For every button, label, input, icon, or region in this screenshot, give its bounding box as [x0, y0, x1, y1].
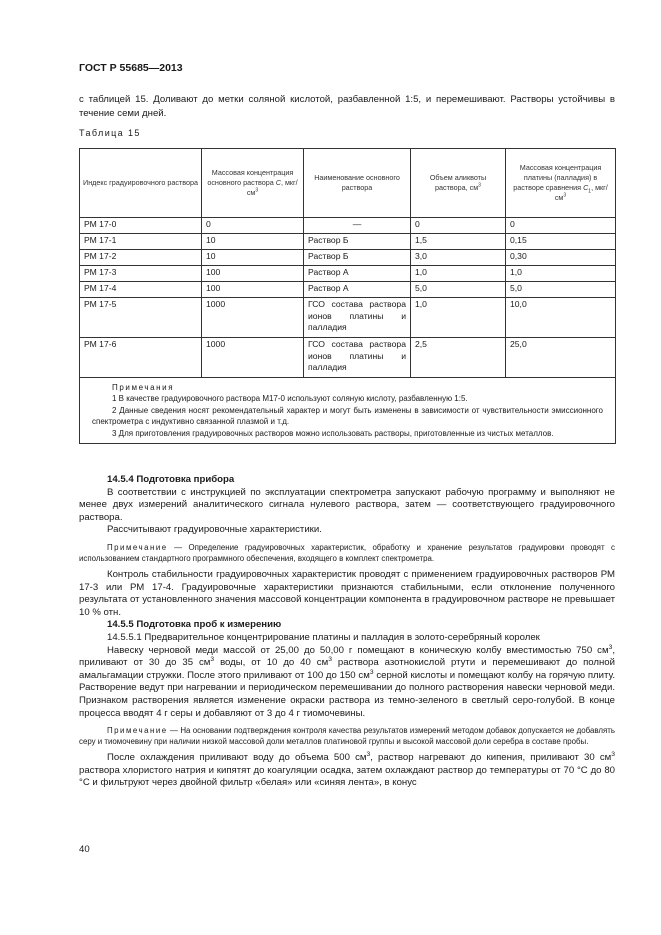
table-note: 3 Для приготовления градуировочных растворов можно использовать растворы, приготовленные из чистых металлов.	[112, 428, 554, 438]
note-label: Примечание	[107, 542, 168, 552]
note-label: Примечание	[107, 726, 168, 736]
paragraph: 14.5.5.1 Предварительное концентрирование платины и палладия в золото-серебряный королек	[107, 631, 540, 643]
table-notes-row	[80, 378, 616, 444]
section-heading-14-5-4: 14.5.4 Подготовка прибора	[107, 474, 235, 485]
document-header: ГОСТ Р 55685—2013	[79, 62, 183, 74]
table-row	[80, 282, 616, 298]
paragraph: После охлаждения приливают воду до объема 500 $см^3$, раствор нагревают до кипения, приливают 30 $см^3$ раствора хлористого натрия и кипятят до коагуляции осадка, затем охлаждают раствор до температуры от 70 °С до 80 °С и фильтруют через двойной фильтр «белая» или «синяя лента», в конус	[79, 750, 615, 789]
cell-reference: 5,0	[506, 282, 616, 298]
cell-reference: 25,0	[506, 338, 616, 378]
cell-index: РМ 17-2	[80, 250, 202, 266]
cell-solution-name: ГСО состава раствора ионов платины и палладия	[304, 338, 411, 378]
cell-index: РМ 17-0	[80, 218, 202, 234]
cell-index: РМ 17-6	[80, 338, 202, 378]
section-heading-14-5-5: 14.5.5 Подготовка проб к измерению	[107, 619, 282, 631]
page-number: 40	[79, 844, 90, 855]
header-aliquot: Объем аликвоты раствора, $см^3$	[411, 149, 506, 218]
header-index: Индекс градуировочного раствора	[80, 149, 202, 218]
calibration-table	[79, 148, 615, 444]
paragraph: Навеску черновой меди массой от 25,00 до 50,00 г помещают в коническую колбу вместимостью 750 $см^3$, приливают от 30 до 35 $см^3$ воды, от 10 до 40 $см^3$ раствора азотнокислой ртути и перемешивают до полной амальгамации стружки. После этого приливают от 100 до 150 $см^3$ серной кислоты и помещают колбу на горячую плиту. Растворение ведут при нагревании и периодическом перемешивании до полного растворения навески черновой меди. Признаком растворения является изменение окраски раствора из темно-зеленого в светлый серо-голубой. В конце процесса вводят 4 г серы и добавляют от 3 до 4 г тиомочевины.	[79, 643, 615, 719]
cell-reference: 0,30	[506, 250, 616, 266]
table-row	[80, 250, 616, 266]
table-row	[80, 234, 616, 250]
main-text	[79, 474, 615, 790]
cell-aliquot: 1,0	[411, 298, 506, 338]
note-paragraph: Примечание — Определение градуировочных характеристик, обработку и хранение результатов градуировки проводят с использованием стандартного программного обеспечения, входящего в комплект спектрометра.	[79, 542, 615, 563]
table-row	[80, 298, 616, 338]
paragraph: В соответствии с инструкцией по эксплуатации спектрометра запускают рабочую программу и выполняют не менее двух измерений аналитического сигнала нулевого раствора, затем — соответствующего градуировочного раствора.	[79, 486, 615, 523]
header-reference-concentration: Массовая концентрация платины (палладия) в растворе сравнения $С_1$, мкг/$см^3$	[506, 149, 616, 218]
cell-aliquot: 1,0	[411, 266, 506, 282]
cell-aliquot: 2,5	[411, 338, 506, 378]
cell-concentration: 1000	[202, 298, 304, 338]
note-paragraph: Примечание — На основании подтверждения контроля качества результатов измерений методом добавок допускается не добавлять серу и тиомочевину при наличии низкой массовой доли металлов платиновой группы и высокой массовой доли серебра в составе пробы.	[79, 726, 615, 747]
cell-concentration: 10	[202, 234, 304, 250]
cell-aliquot: 3,0	[411, 250, 506, 266]
cell-index: РМ 17-5	[80, 298, 202, 338]
cell-index: РМ 17-3	[80, 266, 202, 282]
cell-solution-name: ГСО состава раствора ионов платины и палладия	[304, 298, 411, 338]
cell-aliquot: 5,0	[411, 282, 506, 298]
paragraph: Рассчитывают градуировочные характеристики.	[107, 524, 322, 536]
cell-concentration: 100	[202, 282, 304, 298]
cell-concentration: 100	[202, 266, 304, 282]
cell-index: РМ 17-1	[80, 234, 202, 250]
header-solution-name: Наименование основного раствора	[304, 149, 411, 218]
cell-reference: 0,15	[506, 234, 616, 250]
cell-solution-name: —	[304, 218, 411, 234]
table-notes	[80, 378, 616, 444]
paragraph: Контроль стабильности градуировочных характеристик проводят с применением градуировочных растворов РМ 17-3 или РМ 17-4. Градуировочные характеристики признаются стабильными, если отклонение полученного результата от установленного значения массовой концентрации компонента в градуировочном растворе не превышает 10 % отн.	[79, 568, 615, 618]
table-title: Таблица 15	[79, 128, 141, 138]
cell-reference: 0	[506, 218, 616, 234]
table-row	[80, 218, 616, 234]
cell-solution-name: Раствор Б	[304, 234, 411, 250]
cell-concentration: 1000	[202, 338, 304, 378]
table-row	[80, 266, 616, 282]
cell-concentration: 10	[202, 250, 304, 266]
cell-index: РМ 17-4	[80, 282, 202, 298]
table-note: 2 Данные сведения носят рекомендательный характер и могут быть изменены в зависимости от чувствительности эмиссионного спектрометра с индуктивно связанной плазмой и т.д.	[92, 405, 603, 427]
cell-reference: 10,0	[506, 298, 616, 338]
cell-concentration: 0	[202, 218, 304, 234]
cell-solution-name: Раствор А	[304, 282, 411, 298]
table-header-row	[80, 149, 616, 218]
table-note: 1 В качестве градуировочного раствора М17-0 используют соляную кислоту, разбавленную 1:5.	[112, 394, 468, 404]
cell-solution-name: Раствор Б	[304, 250, 411, 266]
table-row	[80, 338, 616, 378]
header-concentration: Массовая концентрация основного раствора С, мкг/$см^3$	[202, 149, 304, 218]
intro-paragraph: с таблицей 15. Доливают до метки соляной кислотой, разбавленной 1:5, и перемешивают. Растворы устойчивы в течение семи дней.	[79, 94, 615, 119]
cell-reference: 1,0	[506, 266, 616, 282]
notes-heading: Примечания	[112, 383, 175, 392]
cell-solution-name: Раствор А	[304, 266, 411, 282]
cell-aliquot: 1,5	[411, 234, 506, 250]
cell-aliquot: 0	[411, 218, 506, 234]
